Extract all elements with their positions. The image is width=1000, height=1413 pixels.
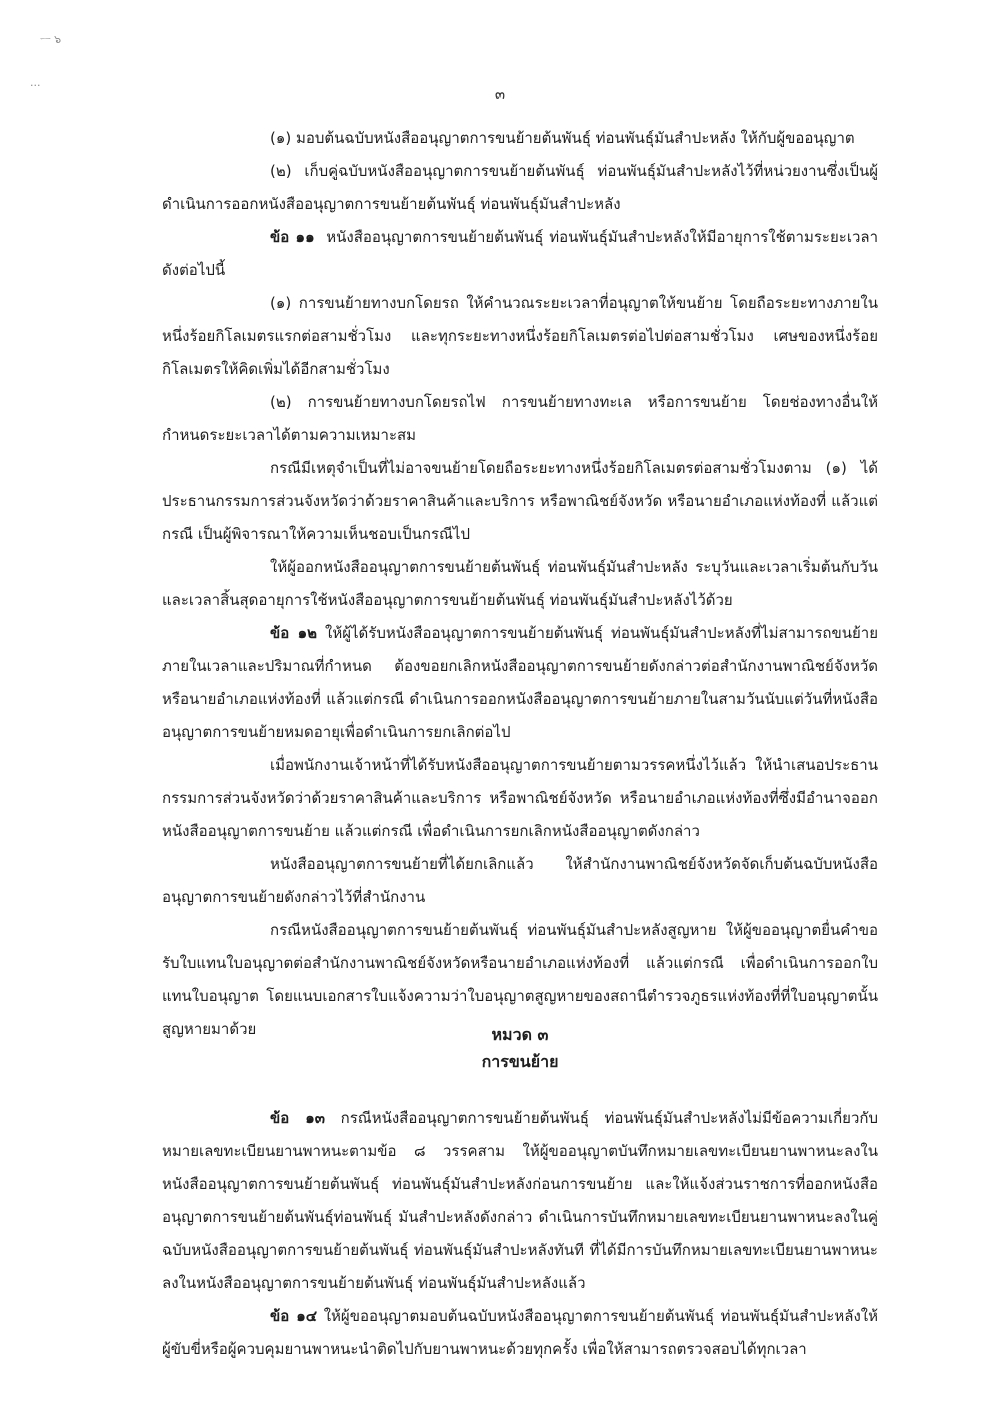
section-13-text: กรณีหนังสืออนุญาตการขนย้ายต้นพันธุ์ ท่อนพันธุ์มันสำปะหลังไม่มีข้อความเกี่ยวกับหมายเลขทะเบียนยานพาหนะตามข้อ ๘ วรรคสาม ให้ผู้ขออนุญาตบันทึกหมายเลขทะเบียนยานพาหนะลงในหนังสืออนุญาตการขนย้ายต้นพันธุ์ ท่อนพันธุ์มันสำปะหลังก่อนการขนย้าย และให้แจ้งส่วนราชการที่ออกหนังสืออนุญาตการขนย้ายต้นพันธุ์ท่อนพันธุ์ มันสำปะหลังดังกล่าว ดำเนินการบันทึกหมายเลขทะเบียนยานพาหนะลงในคู่ฉบับหนังสืออนุญาตการขนย้ายต้นพันธุ์ ท่อนพันธุ์มันสำปะหลังทันที ที่ได้มีการบันทึกหมายเลขทะเบียนยานพาหนะลงในหนังสืออนุญาตการขนย้ายต้นพันธุ์ ท่อนพันธุ์มันสำปะหลังแล้ว [162, 1109, 878, 1292]
section-11-text: หนังสืออนุญาตการขนย้ายต้นพันธุ์ ท่อนพันธุ์มันสำปะหลังให้มีอายุการใช้ตามระยะเวลา ดังต่อไปนี้ [162, 228, 878, 279]
paragraph-section-13 [162, 1102, 878, 1300]
section-label-13: ข้อ ๑๓ [270, 1109, 326, 1127]
paragraph-item-1: (๑) มอบต้นฉบับหนังสืออนุญาตการขนย้ายต้นพันธุ์ ท่อนพันธุ์มันสำปะหลัง ให้กับผู้ขออนุญาต [270, 129, 855, 147]
paragraph-section-12 [162, 617, 878, 749]
paragraph-section-11-exception: กรณีมีเหตุจำเป็นที่ไม่อาจขนย้ายโดยถือระยะทางหนึ่งร้อยกิโลเมตรต่อสามชั่วโมงตาม (๑) ได้ ประธานกรรมการส่วนจังหวัดว่าด้วยราคาสินค้าและบริการ หรือพาณิชย์จังหวัด หรือนายอำเภอแห่งท้องที่ แล้วแต่กรณี เป็นผู้พิจารณาให้ความเห็นชอบเป็นกรณีไป [162, 459, 878, 543]
paragraph-section-11-item-1: (๑) การขนย้ายทางบกโดยรถ ให้คำนวณระยะเวลาที่อนุญาตให้ขนย้าย โดยถือระยะทางภายในหนึ่งร้อยกิโลเมตรแรกต่อสามชั่วโมง และทุกระยะทางหนึ่งร้อยกิโลเมตรต่อไปต่อสามชั่วโมง เศษของหนึ่งร้อยกิโลเมตรให้คิดเพิ่มได้อีกสามชั่วโมง [162, 294, 878, 378]
chapter-number: หมวด ๓ [491, 1025, 549, 1044]
paragraph-section-12-lost: กรณีหนังสืออนุญาตการขนย้ายต้นพันธุ์ ท่อนพันธุ์มันสำปะหลังสูญหาย ให้ผู้ขออนุญาตยื่นคำขอรับใบแทนใบอนุญาตต่อสำนักงานพาณิชย์จังหวัดหรือนายอำเภอแห่งท้องที่ แล้วแต่กรณี เพื่อดำเนินการออกใบแทนใบอนุญาต โดยแนบเอกสารใบแจ้งความว่าใบอนุญาตสูญหายของสถานีตำรวจภูธรแห่งท้องที่ที่ใบอนุญาตนั้นสูญหายมาด้วย [162, 921, 878, 1038]
paragraph-section-11-dates: ให้ผู้ออกหนังสืออนุญาตการขนย้ายต้นพันธุ์ ท่อนพันธุ์มันสำปะหลัง ระบุวันและเวลาเริ่มต้นกับวันและเวลาสิ้นสุดอายุการใช้หนังสืออนุญาตการขนย้ายต้นพันธุ์ ท่อนพันธุ์มันสำปะหลังไว้ด้วย [162, 558, 878, 609]
paragraph-section-12-archive: หนังสืออนุญาตการขนย้ายที่ได้ยกเลิกแล้ว ให้สำนักงานพาณิชย์จังหวัดจัดเก็บต้นฉบับหนังสืออนุญาตการขนย้ายดังกล่าวไว้ที่สำนักงาน [162, 855, 878, 906]
paragraph-section-11 [162, 221, 878, 287]
page-number: ๓ [494, 85, 506, 103]
section-12-text: ให้ผู้ได้รับหนังสืออนุญาตการขนย้ายต้นพันธุ์ ท่อนพันธุ์มันสำปะหลังที่ไม่สามารถขนย้ายภายในเวลาและปริมาณที่กำหนด ต้องขอยกเลิกหนังสืออนุญาตการขนย้ายดังกล่าวต่อสำนักงานพาณิชย์จังหวัด หรือนายอำเภอแห่งท้องที่ แล้วแต่กรณี ดำเนินการออกหนังสืออนุญาตการขนย้ายภายในสามวันนับแต่วันที่หนังสืออนุญาตการขนย้ายหมดอายุเพื่อดำเนินการยกเลิกต่อไป [162, 624, 878, 741]
section-label-12: ข้อ ๑๒ [270, 624, 318, 642]
scan-mark-top: ㅡ ๖ [40, 33, 62, 46]
paragraph-section-14 [162, 1300, 878, 1366]
section-14-text: ให้ผู้ขออนุญาตมอบต้นฉบับหนังสืออนุญาตการขนย้ายต้นพันธุ์ ท่อนพันธุ์มันสำปะหลังให้ผู้ขับขี่หรือผู้ควบคุมยานพาหนะนำติดไปกับยานพาหนะด้วยทุกครั้ง เพื่อให้สามารถตรวจสอบได้ทุกเวลา [162, 1307, 878, 1358]
section-label-11: ข้อ ๑๑ [270, 228, 315, 246]
section-label-14: ข้อ ๑๔ [270, 1307, 318, 1325]
paragraph-item-2: (๒) เก็บคู่ฉบับหนังสืออนุญาตการขนย้ายต้นพันธุ์ ท่อนพันธุ์มันสำปะหลังไว้ที่หน่วยงานซึ่งเป็นผู้ดำเนินการออกหนังสืออนุญาตการขนย้ายต้นพันธุ์ ท่อนพันธุ์มันสำปะหลัง [162, 162, 878, 213]
scan-mark-dots: ... [30, 76, 41, 89]
chapter-title: การขนย้าย [481, 1052, 559, 1071]
paragraph-section-12-officer: เมื่อพนักงานเจ้าหน้าที่ได้รับหนังสืออนุญาตการขนย้ายตามวรรคหนึ่งไว้แล้ว ให้นำเสนอประธานกรรมการส่วนจังหวัดว่าด้วยราคาสินค้าและบริการ หรือพาณิชย์จังหวัด หรือนายอำเภอแห่งท้องที่ซึ่งมีอำนาจออกหนังสืออนุญาตการขนย้าย แล้วแต่กรณี เพื่อดำเนินการยกเลิกหนังสืออนุญาตดังกล่าว [162, 756, 878, 840]
paragraph-section-11-item-2: (๒) การขนย้ายทางบกโดยรถไฟ การขนย้ายทางทะเล หรือการขนย้าย โดยช่องทางอื่นให้กำหนดระยะเวลาได้ตามความเหมาะสม [162, 393, 878, 444]
